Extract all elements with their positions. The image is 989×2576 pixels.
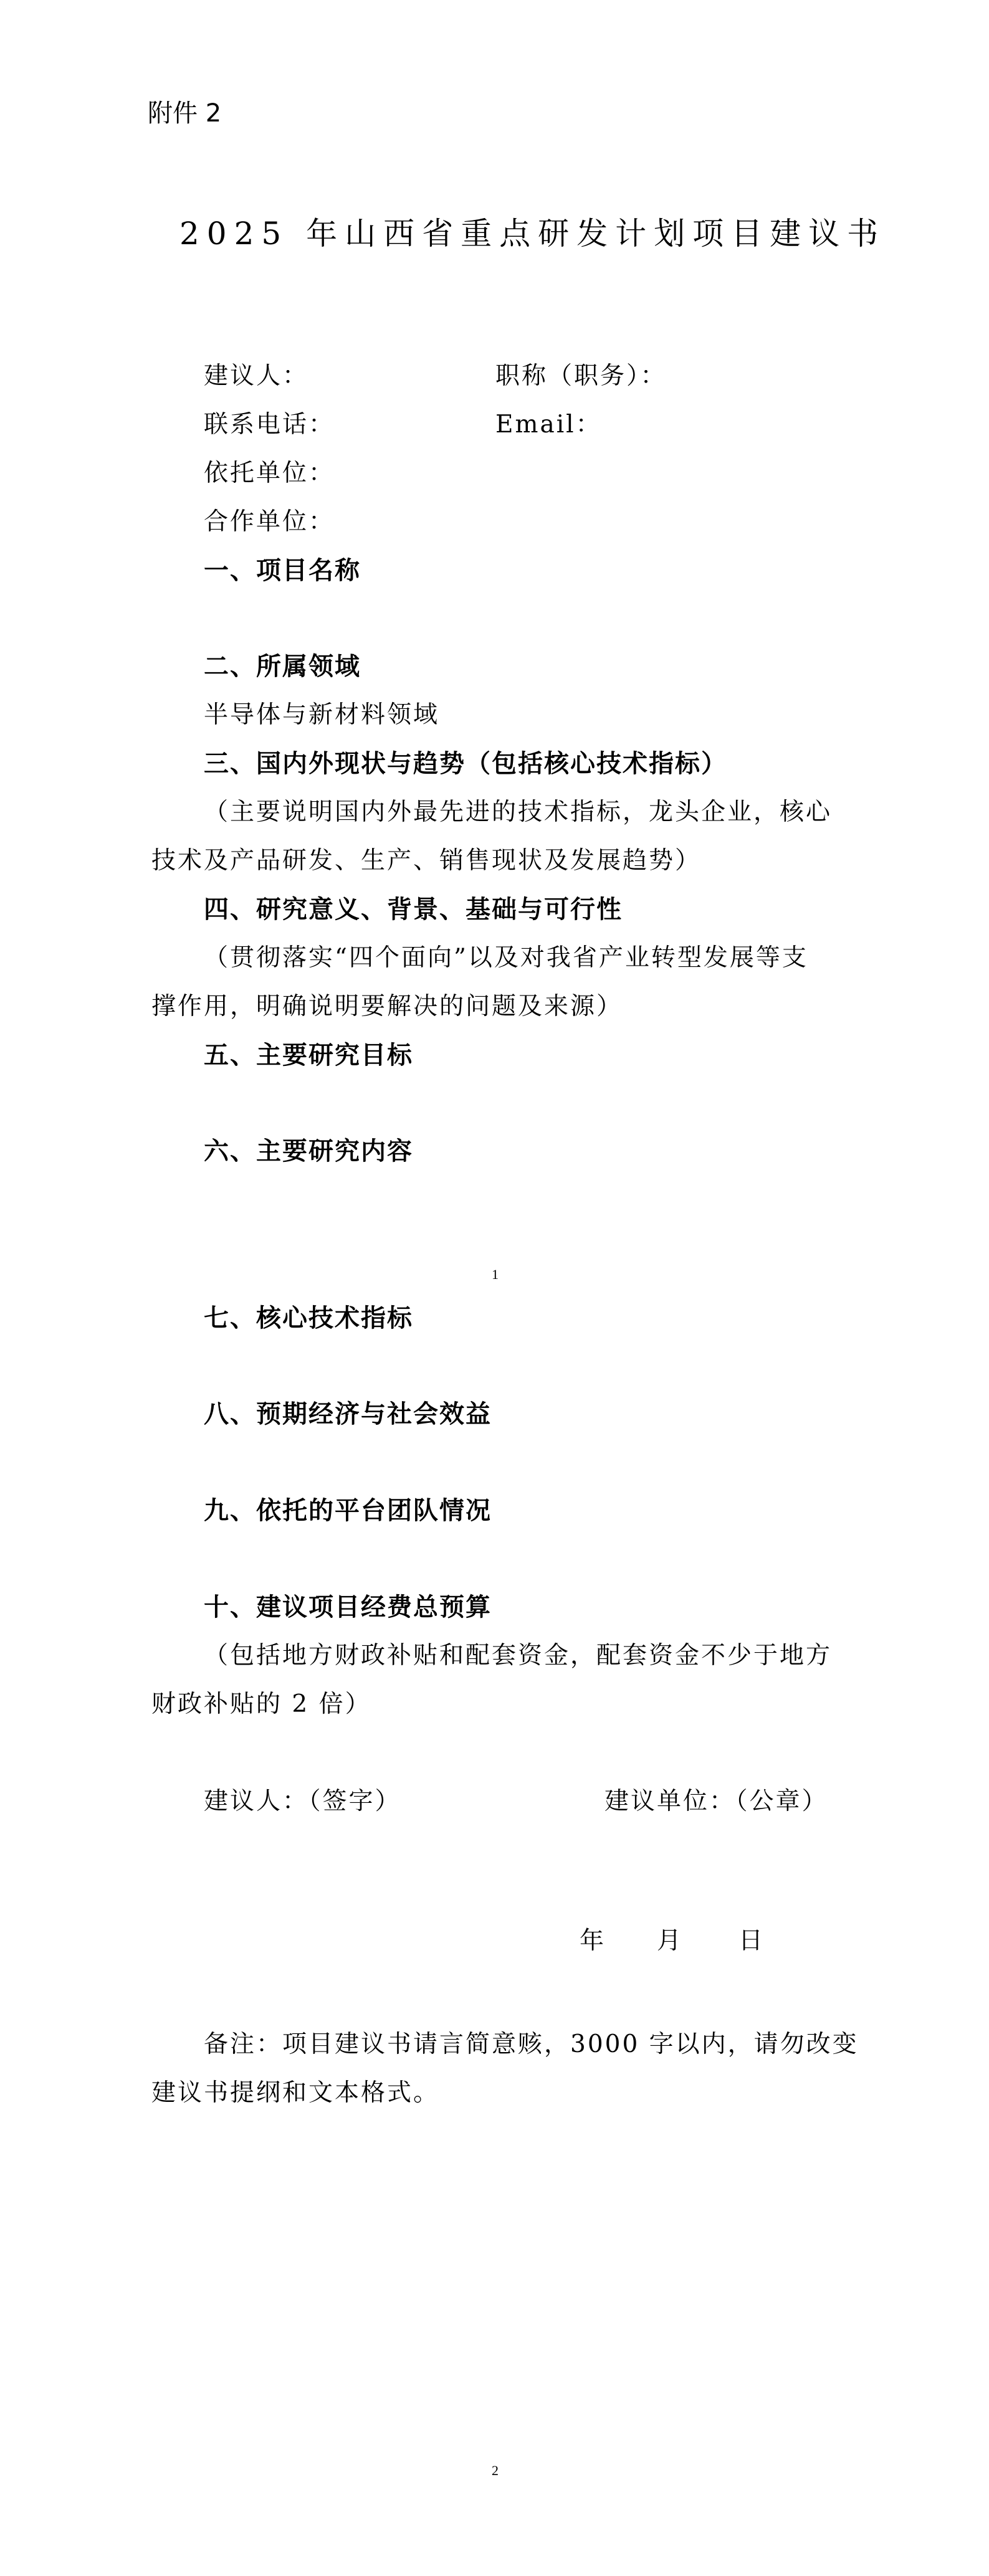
position-label: 职称（职务）：: [495, 362, 667, 390]
proposer-signature: 建议人：（签字）: [204, 1787, 401, 1815]
section-heading-1: 一、项目名称: [204, 556, 361, 585]
section-3-line-1: （主要说明国内外最先进的技术指标，龙头企业，核心: [204, 798, 833, 826]
note-line-1: 备注：项目建议书请言简意赅，3000 字以内，请勿改变: [204, 2030, 859, 2058]
section-heading-10: 十、建议项目经费总预算: [204, 1593, 492, 1622]
section-3-line-2: 技术及产品研发、生产、销售现状及发展趋势）: [151, 847, 702, 875]
date-month: 月: [657, 1927, 684, 1955]
partner-unit-label: 合作单位：: [204, 508, 335, 536]
host-unit-label: 依托单位：: [204, 459, 335, 487]
attachment-label: 附件 2: [148, 99, 222, 128]
page-number-1: 1: [492, 1267, 499, 1282]
email-label: Email：: [495, 411, 602, 439]
section-heading-5: 五、主要研究目标: [204, 1041, 413, 1070]
section-heading-7: 七、核心技术指标: [204, 1304, 413, 1333]
unit-seal: 建议单位：（公章）: [604, 1787, 828, 1815]
date-day: 日: [738, 1927, 765, 1955]
note-line-2: 建议书提纲和文本格式。: [151, 2079, 440, 2107]
section-heading-2: 二、所属领域: [204, 652, 361, 681]
section-heading-3: 三、国内外现状与趋势（包括核心技术指标）: [204, 749, 727, 778]
date-year: 年: [580, 1927, 606, 1955]
section-heading-9: 九、依托的平台团队情况: [204, 1496, 492, 1525]
section-10-line-2: 财政补贴的 2 倍）: [151, 1690, 371, 1718]
section-4-line-1: （贯彻落实“四个面向”以及对我省产业转型发展等支: [204, 944, 808, 972]
page-number-2: 2: [492, 2463, 499, 2478]
proposer-label: 建议人：: [204, 362, 309, 390]
section-10-line-1: （包括地方财政补贴和配套资金，配套资金不少于地方: [204, 1642, 833, 1670]
section-heading-8: 八、预期经济与社会效益: [204, 1400, 492, 1428]
section-heading-4: 四、研究意义、背景、基础与可行性: [204, 895, 623, 924]
phone-label: 联系电话：: [204, 411, 335, 439]
section-heading-6: 六、主要研究内容: [204, 1137, 413, 1166]
section-4-line-2: 撑作用，明确说明要解决的问题及来源）: [151, 992, 623, 1020]
document-title: 2025 年山西省重点研发计划项目建议书: [179, 216, 886, 252]
section-2-content: 半导体与新材料领域: [204, 701, 440, 729]
